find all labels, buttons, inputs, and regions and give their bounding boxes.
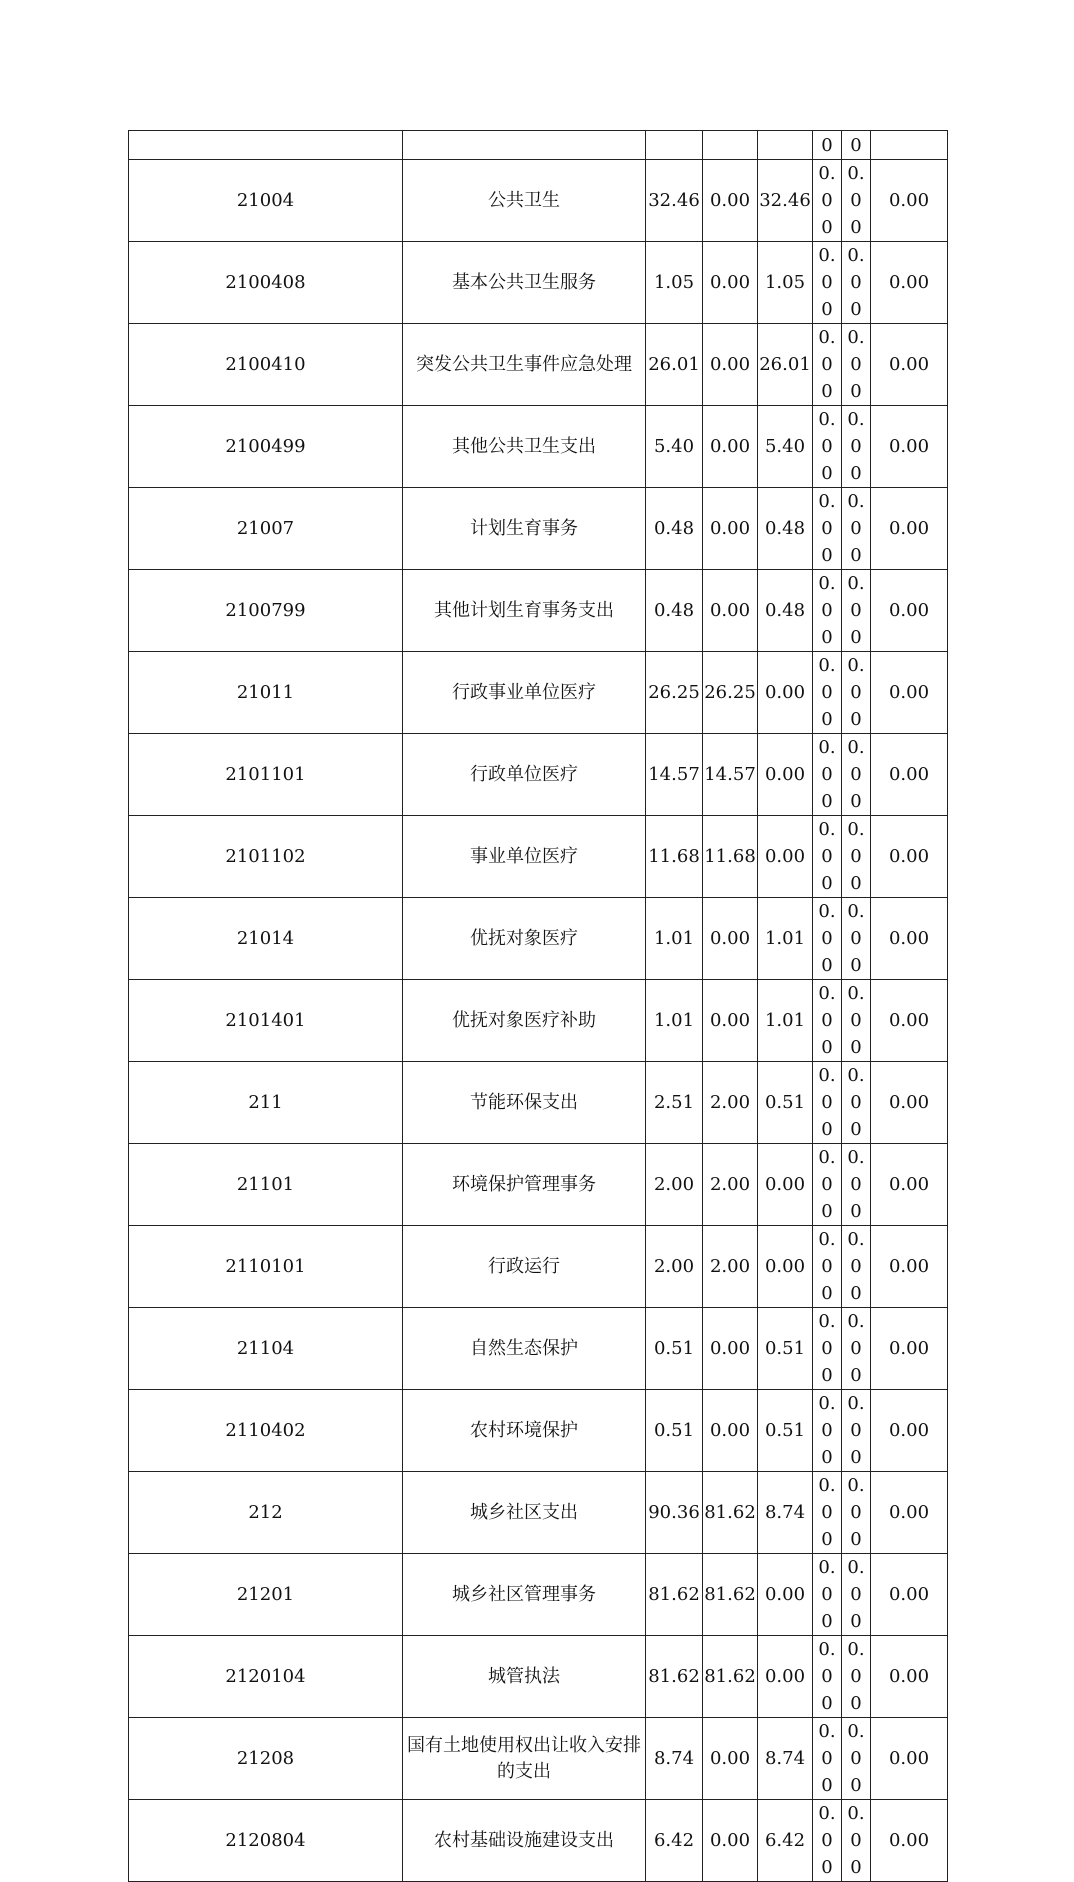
narrow-value-cell [813,1144,842,1226]
value-line: 0 [850,1201,862,1222]
value-cell: 5.40 [646,406,703,488]
narrow-value-cell [813,1718,842,1800]
narrow-value-cell [813,1636,842,1718]
narrow-value-cell [842,324,871,406]
name-cell: 其他计划生育事务支出 [403,570,646,652]
value-cell: 0.00 [871,1472,948,1554]
value-line: 0.0 [818,1803,836,1851]
narrow-value-cell [842,488,871,570]
value-cell: 0.00 [871,734,948,816]
narrow-value-cell [813,570,842,652]
narrow-value-cell [813,1472,842,1554]
narrow-value-cell [842,1226,871,1308]
value-line: 0.0 [818,409,836,457]
table-row [129,1226,948,1308]
value-cell: 6.42 [646,1800,703,1882]
code-cell: 21011 [129,652,403,734]
value-cell: 0.00 [703,1390,758,1472]
narrow-value-cell [842,898,871,980]
value-line: 0.0 [818,327,836,375]
value-line: 0 [821,1529,833,1550]
name-cell: 农村环境保护 [403,1390,646,1472]
narrow-value-cell [813,652,842,734]
narrow-value-cell [813,1554,842,1636]
value-line: 0 [821,299,833,320]
code-cell: 2100799 [129,570,403,652]
name-cell: 计划生育事务 [403,488,646,570]
value-line: 0 [850,1529,862,1550]
value-cell: 2.51 [646,1062,703,1144]
narrow-value-cell [842,734,871,816]
value-line: 0.0 [847,409,865,457]
name-cell: 国有土地使用权出让收入安排的支出 [403,1718,646,1800]
code-cell: 211 [129,1062,403,1144]
value-cell: 1.01 [646,898,703,980]
value-cell: 0.00 [871,1226,948,1308]
narrow-value-cell [842,1636,871,1718]
narrow-value-cell [842,1554,871,1636]
value-cell: 0.00 [758,652,813,734]
value-line: 0 [821,1119,833,1140]
value-line: 0.0 [818,1065,836,1113]
value-cell: 2.00 [703,1144,758,1226]
value-cell: 0.48 [758,570,813,652]
value-cell: 0.00 [871,488,948,570]
value-line: 0.0 [847,1229,865,1277]
value-cell: 0.00 [703,570,758,652]
narrow-value-cell [813,1308,842,1390]
table-row-continued [129,131,948,160]
value-line: 0 [821,545,833,566]
value-line: 0 [850,1119,862,1140]
value-cell: 0.48 [646,488,703,570]
table-row [129,1308,948,1390]
value-cell [646,131,703,160]
value-cell: 26.01 [646,324,703,406]
name-cell: 其他公共卫生支出 [403,406,646,488]
value-cell: 0.00 [703,160,758,242]
value-cell: 0.00 [871,570,948,652]
table-row [129,1800,948,1882]
value-cell: 90.36 [646,1472,703,1554]
name-cell: 节能环保支出 [403,1062,646,1144]
value-line: 0.0 [818,737,836,785]
value-line: 0.0 [847,1639,865,1687]
value-line: 0.0 [847,491,865,539]
value-line: 0.0 [818,163,836,211]
table-row [129,1718,948,1800]
value-line: 0 [821,627,833,648]
value-line: 0.0 [818,983,836,1031]
name-cell: 行政事业单位医疗 [403,652,646,734]
value-cell: 0.00 [871,324,948,406]
code-cell: 2100408 [129,242,403,324]
value-line: 0.0 [818,1147,836,1195]
value-line: 0.0 [847,163,865,211]
value-cell: 0.00 [871,816,948,898]
name-cell: 优抚对象医疗 [403,898,646,980]
value-line: 0.0 [847,1065,865,1113]
narrow-value-cell [842,570,871,652]
narrow-value-cell [842,131,871,160]
narrow-value-cell [842,1390,871,1472]
value-line: 0 [821,217,833,238]
value-cell: 0.00 [703,242,758,324]
narrow-value-cell [813,980,842,1062]
value-cell: 26.25 [646,652,703,734]
value-cell: 0.00 [871,242,948,324]
value-cell: 0.51 [646,1308,703,1390]
narrow-value-cell [813,160,842,242]
narrow-value-cell [813,816,842,898]
value-cell: 32.46 [758,160,813,242]
value-cell [703,131,758,160]
value-line: 0.0 [818,245,836,293]
value-line: 0 [850,627,862,648]
value-line: 0 [821,1283,833,1304]
value-line: 0 [850,791,862,812]
value-line: 0.0 [847,1557,865,1605]
name-cell: 城乡社区管理事务 [403,1554,646,1636]
narrow-value-cell [842,1800,871,1882]
name-cell: 突发公共卫生事件应急处理 [403,324,646,406]
narrow-value-cell [813,324,842,406]
value-cell: 0.00 [871,980,948,1062]
code-cell: 2101102 [129,816,403,898]
name-cell: 城管执法 [403,1636,646,1718]
narrow-value-cell [813,1390,842,1472]
table-row [129,488,948,570]
code-cell: 21014 [129,898,403,980]
value-cell: 0.00 [758,816,813,898]
code-cell: 2110402 [129,1390,403,1472]
code-cell: 2120104 [129,1636,403,1718]
code-cell: 212 [129,1472,403,1554]
narrow-value-cell [842,1062,871,1144]
value-line: 0 [821,1201,833,1222]
value-cell: 0.00 [871,898,948,980]
value-cell: 0.00 [871,1554,948,1636]
table-row [129,1062,948,1144]
name-cell: 优抚对象医疗补助 [403,980,646,1062]
code-cell: 21007 [129,488,403,570]
value-line: 0.0 [847,901,865,949]
value-line: 0.0 [847,573,865,621]
name-cell: 行政单位医疗 [403,734,646,816]
value-line: 0 [850,217,862,238]
value-line: 0 [821,1611,833,1632]
narrow-value-cell [842,816,871,898]
value-cell: 14.57 [646,734,703,816]
narrow-value-cell [813,734,842,816]
value-line: 0.0 [847,1475,865,1523]
name-cell: 事业单位医疗 [403,816,646,898]
value-line: 0 [821,1365,833,1386]
value-line: 0 [850,1283,862,1304]
value-line: 0.0 [847,327,865,375]
value-line: 0.0 [818,901,836,949]
value-line: 0 [821,1775,833,1796]
value-line: 0 [821,791,833,812]
narrow-value-cell [813,488,842,570]
value-cell: 0.00 [871,1800,948,1882]
value-line: 0 [821,955,833,976]
value-cell: 0.51 [758,1062,813,1144]
table-row [129,734,948,816]
table-row [129,160,948,242]
value-line: 0 [850,1693,862,1714]
value-cell: 0.00 [703,406,758,488]
value-line: 0.0 [818,491,836,539]
value-line: 0.0 [847,1147,865,1195]
table-row [129,1636,948,1718]
value-line: 0.0 [818,1475,836,1523]
table-row [129,324,948,406]
value-cell: 1.05 [758,242,813,324]
value-cell [871,131,948,160]
narrow-value-cell [813,1226,842,1308]
narrow-value-cell [813,898,842,980]
value-line: 0.0 [818,573,836,621]
name-cell: 公共卫生 [403,160,646,242]
value-cell: 2.00 [703,1062,758,1144]
value-line: 0 [821,873,833,894]
value-cell: 0.00 [703,1308,758,1390]
narrow-value-cell [813,1800,842,1882]
value-cell: 32.46 [646,160,703,242]
narrow-value-cell [813,406,842,488]
value-line: 0.0 [847,655,865,703]
value-cell: 0.00 [871,1062,948,1144]
value-line: 0 [850,1611,862,1632]
value-cell: 0.00 [871,1144,948,1226]
value-line: 0.0 [847,1803,865,1851]
value-cell: 14.57 [703,734,758,816]
value-line: 0 [821,1037,833,1058]
value-line: 0.0 [847,983,865,1031]
value-cell: 2.00 [703,1226,758,1308]
value-cell: 81.62 [703,1554,758,1636]
value-cell: 81.62 [646,1636,703,1718]
value-line: 0 [850,955,862,976]
value-line: 0.0 [847,819,865,867]
narrow-value-cell [842,1308,871,1390]
value-cell: 0.00 [703,1718,758,1800]
value-line: 0 [850,1775,862,1796]
code-cell: 21004 [129,160,403,242]
value-line: 0 [821,463,833,484]
value-cell: 11.68 [646,816,703,898]
value-cell: 0.00 [871,1718,948,1800]
value-line: 0 [821,1693,833,1714]
narrow-value-cell [842,160,871,242]
code-cell: 2110101 [129,1226,403,1308]
narrow-value-cell [842,406,871,488]
value-cell: 0.00 [871,406,948,488]
value-cell: 1.01 [646,980,703,1062]
value-cell: 0.51 [758,1390,813,1472]
value-cell: 1.01 [758,980,813,1062]
value-line: 0.0 [818,1557,836,1605]
value-cell: 0.00 [703,898,758,980]
value-cell: 11.68 [703,816,758,898]
name-cell: 自然生态保护 [403,1308,646,1390]
name-cell [403,131,646,160]
value-cell: 8.74 [758,1718,813,1800]
narrow-value-cell [813,131,842,160]
value-cell: 0.00 [703,980,758,1062]
value-line: 0 [850,1447,862,1468]
table-row [129,406,948,488]
value-line: 0 [850,299,862,320]
value-line: 0.0 [818,1721,836,1769]
code-cell: 2120804 [129,1800,403,1882]
table-row [129,1472,948,1554]
value-cell: 0.51 [646,1390,703,1472]
value-cell: 0.48 [646,570,703,652]
narrow-value-cell [842,652,871,734]
value-cell: 2.00 [646,1144,703,1226]
name-cell: 环境保护管理事务 [403,1144,646,1226]
value-cell: 0.00 [758,1554,813,1636]
code-cell: 2101401 [129,980,403,1062]
table-row [129,570,948,652]
value-line: 0 [850,1365,862,1386]
code-cell: 2101101 [129,734,403,816]
value-cell: 0.48 [758,488,813,570]
code-cell: 2100410 [129,324,403,406]
value-cell: 1.05 [646,242,703,324]
value-cell: 2.00 [646,1226,703,1308]
narrow-value-cell [842,242,871,324]
value-cell: 0.00 [871,160,948,242]
value-line: 0 [850,1037,862,1058]
narrow-value-cell [842,980,871,1062]
value-cell: 81.62 [703,1636,758,1718]
name-cell: 行政运行 [403,1226,646,1308]
value-line: 0 [850,545,862,566]
narrow-value-cell [842,1472,871,1554]
value-cell: 0.00 [758,734,813,816]
value-line: 0 [850,463,862,484]
table-row [129,1144,948,1226]
value-cell: 0.00 [703,1800,758,1882]
value-cell: 1.01 [758,898,813,980]
value-cell: 26.25 [703,652,758,734]
value-line: 0.0 [818,655,836,703]
narrow-value-cell [842,1718,871,1800]
value-line: 0.0 [847,737,865,785]
value-line: 0.0 [847,1393,865,1441]
name-cell: 农村基础设施建设支出 [403,1800,646,1882]
value-line: 0 [850,135,862,156]
value-cell [758,131,813,160]
value-line: 0.0 [818,819,836,867]
code-cell [129,131,403,160]
value-cell: 0.00 [871,1390,948,1472]
table-body [129,131,948,1882]
value-line: 0.0 [818,1311,836,1359]
value-cell: 0.00 [703,488,758,570]
value-cell: 0.00 [758,1226,813,1308]
value-cell: 0.00 [758,1144,813,1226]
value-cell: 5.40 [758,406,813,488]
value-line: 0 [850,873,862,894]
code-cell: 21201 [129,1554,403,1636]
value-line: 0 [821,1447,833,1468]
value-cell: 81.62 [703,1472,758,1554]
code-cell: 21208 [129,1718,403,1800]
table-row [129,652,948,734]
narrow-value-cell [842,1144,871,1226]
value-cell: 26.01 [758,324,813,406]
value-line: 0.0 [847,1311,865,1359]
code-cell: 21101 [129,1144,403,1226]
name-cell: 基本公共卫生服务 [403,242,646,324]
value-cell: 8.74 [758,1472,813,1554]
value-line: 0 [821,135,833,156]
narrow-value-cell [813,242,842,324]
narrow-value-cell [813,1062,842,1144]
value-cell: 81.62 [646,1554,703,1636]
value-cell: 0.00 [871,652,948,734]
table-row [129,1554,948,1636]
value-line: 0.0 [847,245,865,293]
value-cell: 0.00 [871,1308,948,1390]
value-line: 0 [821,709,833,730]
value-line: 0.0 [818,1393,836,1441]
code-cell: 21104 [129,1308,403,1390]
name-cell: 城乡社区支出 [403,1472,646,1554]
value-line: 0.0 [818,1639,836,1687]
value-cell: 0.51 [758,1308,813,1390]
value-cell: 0.00 [871,1636,948,1718]
table-row [129,816,948,898]
budget-table [128,130,948,1882]
value-line: 0.0 [847,1721,865,1769]
value-cell: 6.42 [758,1800,813,1882]
value-line: 0 [850,709,862,730]
table-row [129,980,948,1062]
value-line: 0.0 [818,1229,836,1277]
table-row [129,898,948,980]
value-cell: 0.00 [758,1636,813,1718]
value-line: 0 [850,1857,862,1878]
value-line: 0 [821,1857,833,1878]
table-row [129,1390,948,1472]
value-line: 0 [850,381,862,402]
value-line: 0 [821,381,833,402]
code-cell: 2100499 [129,406,403,488]
value-cell: 8.74 [646,1718,703,1800]
table-row [129,242,948,324]
value-cell: 0.00 [703,324,758,406]
